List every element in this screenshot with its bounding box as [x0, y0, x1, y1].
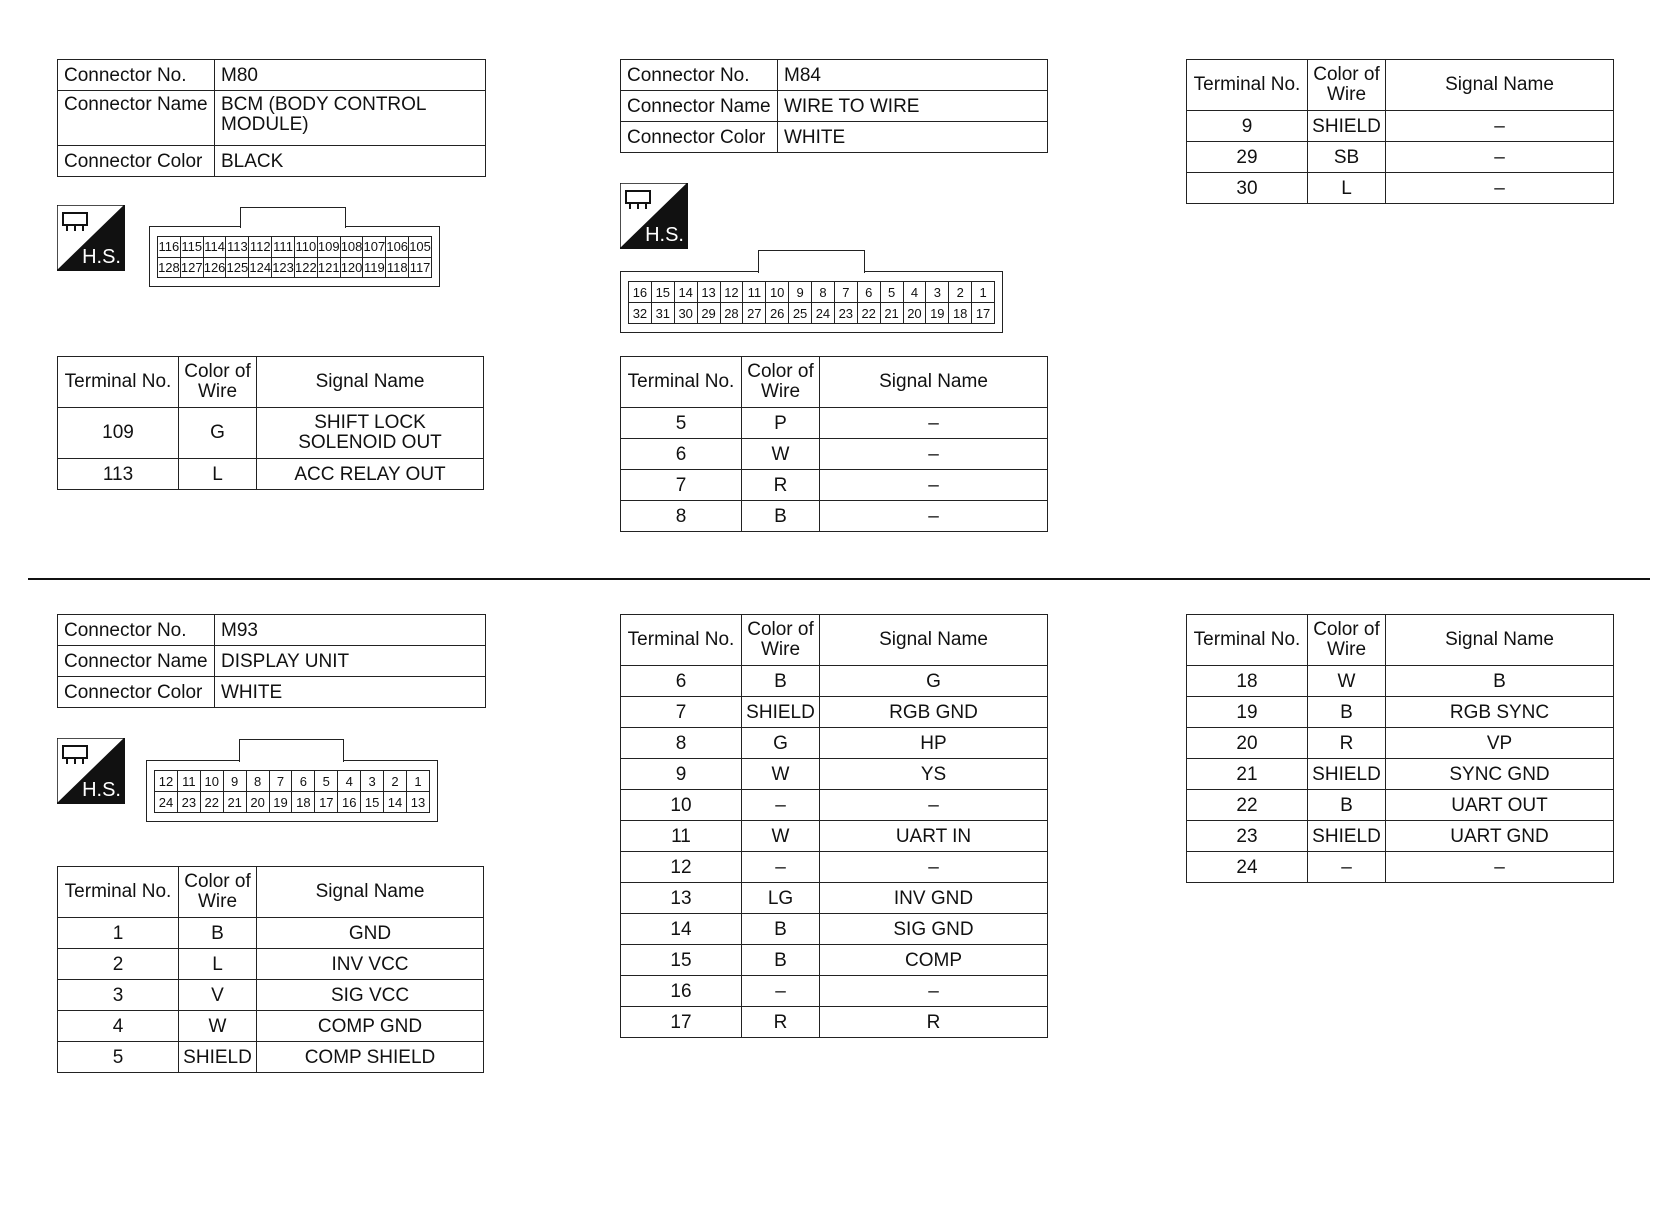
- wire-color: G: [742, 728, 820, 759]
- table-row: [58, 408, 484, 459]
- connector-pin: 117: [409, 257, 432, 278]
- terminal-no: 14: [621, 914, 742, 945]
- m80-connector-face: [149, 226, 440, 287]
- table-row: [621, 1007, 1048, 1038]
- connector-pin: 22: [200, 792, 223, 813]
- connector-pin: 128: [158, 257, 181, 278]
- connector-pin: 126: [203, 257, 226, 278]
- connector-pin: 24: [155, 792, 178, 813]
- terminal-no: 16: [621, 976, 742, 1007]
- terminal-no: 109: [58, 408, 179, 459]
- connector-pin: 17: [315, 792, 338, 813]
- connector-color-value: BLACK: [215, 146, 486, 177]
- table-row: [58, 949, 484, 980]
- connector-pin: 14: [384, 792, 407, 813]
- connector-no-value: M80: [215, 60, 486, 91]
- connector-pin: 1: [406, 771, 429, 792]
- connector-pin: 118: [386, 257, 409, 278]
- table-row: [621, 501, 1048, 532]
- table-row: [621, 821, 1048, 852]
- signal-name: B: [1386, 666, 1614, 697]
- signal-name-header: Signal Name: [820, 357, 1048, 408]
- terminal-no: 29: [1187, 142, 1308, 173]
- connector-no-label: Connector No.: [58, 615, 215, 646]
- signal-name: COMP SHIELD: [257, 1042, 484, 1073]
- signal-name: ACC RELAY OUT: [257, 459, 484, 490]
- terminal-no: 1: [58, 918, 179, 949]
- connector-pin: 20: [903, 303, 926, 324]
- section-divider: [28, 578, 1650, 580]
- connector-pin: 3: [926, 282, 949, 303]
- connector-no-value: M93: [215, 615, 486, 646]
- connector-color-label: Connector Color: [58, 677, 215, 708]
- m80-connector-info: [57, 59, 486, 177]
- wire-color: LG: [742, 883, 820, 914]
- table-row: [621, 945, 1048, 976]
- m93-pin-grid: [154, 770, 430, 813]
- connector-pin: 27: [743, 303, 766, 324]
- signal-name: –: [820, 790, 1048, 821]
- table-row: [1187, 111, 1614, 142]
- terminal-no: 13: [621, 883, 742, 914]
- connector-color-label: Connector Color: [621, 122, 778, 153]
- connector-pin: 23: [177, 792, 200, 813]
- m80-terminal-table: [57, 356, 484, 490]
- m93-terminal-table-b: [620, 614, 1048, 1038]
- table-row: [1187, 759, 1614, 790]
- connector-pin: 105: [409, 237, 432, 258]
- connector-pin: 18: [949, 303, 972, 324]
- connector-name-value: WIRE TO WIRE: [778, 91, 1048, 122]
- signal-name: R: [820, 1007, 1048, 1038]
- table-row: [621, 883, 1048, 914]
- connector-lock-tab: [758, 250, 865, 273]
- connector-pin: 10: [200, 771, 223, 792]
- table-row: [621, 666, 1048, 697]
- wire-color: W: [179, 1011, 257, 1042]
- terminal-no: 20: [1187, 728, 1308, 759]
- connector-pin: 2: [384, 771, 407, 792]
- connector-no-label: Connector No.: [621, 60, 778, 91]
- table-row: [58, 980, 484, 1011]
- wire-color: SHIELD: [742, 697, 820, 728]
- terminal-no: 24: [1187, 852, 1308, 883]
- connector-pin: 16: [338, 792, 361, 813]
- wire-color: W: [742, 759, 820, 790]
- connector-pin: 30: [674, 303, 697, 324]
- connector-pin: 13: [697, 282, 720, 303]
- signal-name: INV GND: [820, 883, 1048, 914]
- table-row: [58, 1011, 484, 1042]
- terminal-no: 4: [58, 1011, 179, 1042]
- wire-color: L: [179, 949, 257, 980]
- connector-pin: 15: [651, 282, 674, 303]
- hs-harness-side-icon: [620, 183, 688, 249]
- terminal-no: 9: [1187, 111, 1308, 142]
- terminal-no: 113: [58, 459, 179, 490]
- signal-name: –: [1386, 142, 1614, 173]
- terminal-no: 8: [621, 501, 742, 532]
- wire-color: –: [742, 852, 820, 883]
- signal-name: COMP GND: [257, 1011, 484, 1042]
- m93-terminal-table-c: [1186, 614, 1614, 883]
- connector-pin: 19: [926, 303, 949, 324]
- table-row: [621, 914, 1048, 945]
- wire-color: R: [742, 470, 820, 501]
- connector-name-label: Connector Name: [621, 91, 778, 122]
- color-of-wire-header: Color of Wire: [742, 615, 820, 666]
- m80-pin-grid: [157, 236, 432, 278]
- terminal-no: 3: [58, 980, 179, 1011]
- connector-pin: 115: [180, 237, 203, 258]
- table-row: [58, 1042, 484, 1073]
- table-row: [621, 759, 1048, 790]
- terminal-no: 22: [1187, 790, 1308, 821]
- terminal-no: 23: [1187, 821, 1308, 852]
- connector-pin: 21: [223, 792, 246, 813]
- wire-color: B: [179, 918, 257, 949]
- m84-pin-grid: [628, 281, 995, 324]
- table-row: [1187, 821, 1614, 852]
- connector-pin: 7: [269, 771, 292, 792]
- wire-color: –: [1308, 852, 1386, 883]
- signal-name-header: Signal Name: [1386, 60, 1614, 111]
- connector-pin: 4: [338, 771, 361, 792]
- connector-pin: 108: [340, 237, 363, 258]
- hs-label: H.S.: [82, 246, 121, 268]
- connector-pin: 9: [223, 771, 246, 792]
- signal-name: UART IN: [820, 821, 1048, 852]
- hs-harness-side-icon: [57, 205, 125, 271]
- signal-name: GND: [257, 918, 484, 949]
- connector-pin: 113: [226, 237, 249, 258]
- signal-name: SYNC GND: [1386, 759, 1614, 790]
- connector-pin: 116: [158, 237, 181, 258]
- wire-color: G: [179, 408, 257, 459]
- connector-pin: 25: [789, 303, 812, 324]
- signal-name-header: Signal Name: [257, 867, 484, 918]
- connector-pin: 1: [972, 282, 995, 303]
- connector-pin: 5: [880, 282, 903, 303]
- m84-connector-info: [620, 59, 1048, 153]
- connector-pin: 15: [361, 792, 384, 813]
- table-row: [1187, 173, 1614, 204]
- connector-pin: 9: [789, 282, 812, 303]
- signal-name: COMP: [820, 945, 1048, 976]
- connector-pin: 19: [269, 792, 292, 813]
- signal-name: G: [820, 666, 1048, 697]
- connector-pin: 114: [203, 237, 226, 258]
- signal-name: RGB SYNC: [1386, 697, 1614, 728]
- terminal-no: 7: [621, 470, 742, 501]
- terminal-no-header: Terminal No.: [621, 357, 742, 408]
- signal-name: RGB GND: [820, 697, 1048, 728]
- connector-pin: 107: [363, 237, 386, 258]
- wire-color: SHIELD: [1308, 821, 1386, 852]
- table-row: [58, 918, 484, 949]
- connector-pin: 8: [246, 771, 269, 792]
- wire-color: R: [742, 1007, 820, 1038]
- connector-pin: 119: [363, 257, 386, 278]
- connector-pin: 112: [249, 237, 272, 258]
- terminal-no: 2: [58, 949, 179, 980]
- table-row: [621, 470, 1048, 501]
- hs-label: H.S.: [82, 779, 121, 801]
- wire-color: B: [1308, 790, 1386, 821]
- color-of-wire-header: Color of Wire: [1308, 60, 1386, 111]
- m93-connector-face: [146, 760, 438, 822]
- terminal-no: 21: [1187, 759, 1308, 790]
- signal-name: HP: [820, 728, 1048, 759]
- connector-pin: 127: [180, 257, 203, 278]
- connector-pin: 6: [292, 771, 315, 792]
- signal-name: UART OUT: [1386, 790, 1614, 821]
- connector-pin: 21: [880, 303, 903, 324]
- signal-name: SIG VCC: [257, 980, 484, 1011]
- terminal-no: 12: [621, 852, 742, 883]
- signal-name: –: [1386, 173, 1614, 204]
- connector-pin: 11: [177, 771, 200, 792]
- terminal-no: 5: [58, 1042, 179, 1073]
- signal-name: SHIFT LOCK SOLENOID OUT: [257, 408, 484, 459]
- connector-name-value: BCM (BODY CONTROL MODULE): [215, 91, 486, 146]
- signal-name: –: [1386, 852, 1614, 883]
- signal-name-header: Signal Name: [257, 357, 484, 408]
- connector-pin: 12: [720, 282, 743, 303]
- wire-color: SHIELD: [1308, 111, 1386, 142]
- hs-harness-side-icon: [57, 738, 125, 804]
- terminal-no: 15: [621, 945, 742, 976]
- terminal-no: 17: [621, 1007, 742, 1038]
- signal-name: –: [820, 439, 1048, 470]
- wire-color: SHIELD: [179, 1042, 257, 1073]
- connector-pin: 18: [292, 792, 315, 813]
- signal-name: –: [820, 501, 1048, 532]
- terminal-no: 5: [621, 408, 742, 439]
- connector-name-label: Connector Name: [58, 91, 215, 146]
- wire-color: SB: [1308, 142, 1386, 173]
- terminal-no-header: Terminal No.: [58, 357, 179, 408]
- connector-pin: 32: [629, 303, 652, 324]
- table-row: [1187, 852, 1614, 883]
- terminal-no: 11: [621, 821, 742, 852]
- signal-name: VP: [1386, 728, 1614, 759]
- connector-pin: 11: [743, 282, 766, 303]
- terminal-no-header: Terminal No.: [58, 867, 179, 918]
- connector-name-value: DISPLAY UNIT: [215, 646, 486, 677]
- color-of-wire-header: Color of Wire: [742, 357, 820, 408]
- connector-pin: 24: [812, 303, 835, 324]
- wire-color: W: [742, 821, 820, 852]
- terminal-no: 10: [621, 790, 742, 821]
- connector-pin: 3: [361, 771, 384, 792]
- connector-pin: 16: [629, 282, 652, 303]
- table-row: [621, 852, 1048, 883]
- wire-color: SHIELD: [1308, 759, 1386, 790]
- terminal-no: 6: [621, 439, 742, 470]
- connector-pin: 121: [317, 257, 340, 278]
- m84-connector-face: [620, 271, 1003, 333]
- terminal-no: 18: [1187, 666, 1308, 697]
- table-row: [1187, 728, 1614, 759]
- color-of-wire-header: Color of Wire: [179, 867, 257, 918]
- table-row: [1187, 790, 1614, 821]
- m93-terminal-table-a: [57, 866, 484, 1073]
- connector-color-label: Connector Color: [58, 146, 215, 177]
- wire-color: B: [742, 945, 820, 976]
- connector-pin: 12: [155, 771, 178, 792]
- connector-pin: 122: [294, 257, 317, 278]
- wire-color: L: [179, 459, 257, 490]
- wire-color: R: [1308, 728, 1386, 759]
- terminal-no: 9: [621, 759, 742, 790]
- connector-pin: 124: [249, 257, 272, 278]
- connector-pin: 109: [317, 237, 340, 258]
- connector-pin: 8: [812, 282, 835, 303]
- connector-pin: 111: [272, 237, 295, 258]
- connector-pin: 20: [246, 792, 269, 813]
- connector-pin: 125: [226, 257, 249, 278]
- m84-terminal-table-a: [620, 356, 1048, 532]
- terminal-no: 30: [1187, 173, 1308, 204]
- wire-color: B: [742, 914, 820, 945]
- signal-name: SIG GND: [820, 914, 1048, 945]
- connector-pin: 26: [766, 303, 789, 324]
- color-of-wire-header: Color of Wire: [1308, 615, 1386, 666]
- wire-color: V: [179, 980, 257, 1011]
- terminal-no-header: Terminal No.: [1187, 615, 1308, 666]
- terminal-no: 6: [621, 666, 742, 697]
- hs-label: H.S.: [645, 224, 684, 246]
- wire-color: –: [742, 790, 820, 821]
- connector-pin: 17: [972, 303, 995, 324]
- connector-pin: 5: [315, 771, 338, 792]
- connector-lock-tab: [240, 207, 346, 228]
- m84-terminal-table-b: [1186, 59, 1614, 204]
- signal-name: INV VCC: [257, 949, 484, 980]
- signal-name-header: Signal Name: [1386, 615, 1614, 666]
- wire-color: B: [742, 666, 820, 697]
- connector-no-label: Connector No.: [58, 60, 215, 91]
- connector-pin: 10: [766, 282, 789, 303]
- wire-color: L: [1308, 173, 1386, 204]
- terminal-no: 7: [621, 697, 742, 728]
- table-row: [621, 408, 1048, 439]
- connector-pin: 7: [834, 282, 857, 303]
- connector-pin: 23: [834, 303, 857, 324]
- connector-pin: 31: [651, 303, 674, 324]
- connector-pin: 110: [294, 237, 317, 258]
- table-row: [621, 728, 1048, 759]
- signal-name: –: [820, 852, 1048, 883]
- table-row: [621, 790, 1048, 821]
- table-row: [58, 459, 484, 490]
- signal-name: YS: [820, 759, 1048, 790]
- terminal-no: 8: [621, 728, 742, 759]
- table-row: [1187, 697, 1614, 728]
- terminal-no-header: Terminal No.: [1187, 60, 1308, 111]
- connector-name-label: Connector Name: [58, 646, 215, 677]
- connector-pin: 13: [406, 792, 429, 813]
- terminal-no-header: Terminal No.: [621, 615, 742, 666]
- connector-pin: 29: [697, 303, 720, 324]
- connector-pin: 6: [857, 282, 880, 303]
- connector-pin: 28: [720, 303, 743, 324]
- m93-connector-info: [57, 614, 486, 708]
- table-row: [621, 697, 1048, 728]
- wire-color: B: [742, 501, 820, 532]
- signal-name: UART GND: [1386, 821, 1614, 852]
- connector-pin: 120: [340, 257, 363, 278]
- signal-name: –: [820, 408, 1048, 439]
- connector-pin: 2: [949, 282, 972, 303]
- terminal-no: 19: [1187, 697, 1308, 728]
- table-row: [621, 976, 1048, 1007]
- signal-name: –: [820, 976, 1048, 1007]
- connector-pin: 22: [857, 303, 880, 324]
- wire-color: P: [742, 408, 820, 439]
- table-row: [1187, 142, 1614, 173]
- signal-name-header: Signal Name: [820, 615, 1048, 666]
- wire-color: B: [1308, 697, 1386, 728]
- signal-name: –: [820, 470, 1048, 501]
- connector-pin: 4: [903, 282, 926, 303]
- wire-color: W: [1308, 666, 1386, 697]
- connector-color-value: WHITE: [778, 122, 1048, 153]
- signal-name: –: [1386, 111, 1614, 142]
- connector-pin: 106: [386, 237, 409, 258]
- table-row: [1187, 666, 1614, 697]
- connector-pin: 14: [674, 282, 697, 303]
- wire-color: W: [742, 439, 820, 470]
- connector-lock-tab: [239, 739, 344, 762]
- table-row: [621, 439, 1048, 470]
- color-of-wire-header: Color of Wire: [179, 357, 257, 408]
- connector-color-value: WHITE: [215, 677, 486, 708]
- wire-color: –: [742, 976, 820, 1007]
- connector-pin: 123: [272, 257, 295, 278]
- connector-no-value: M84: [778, 60, 1048, 91]
